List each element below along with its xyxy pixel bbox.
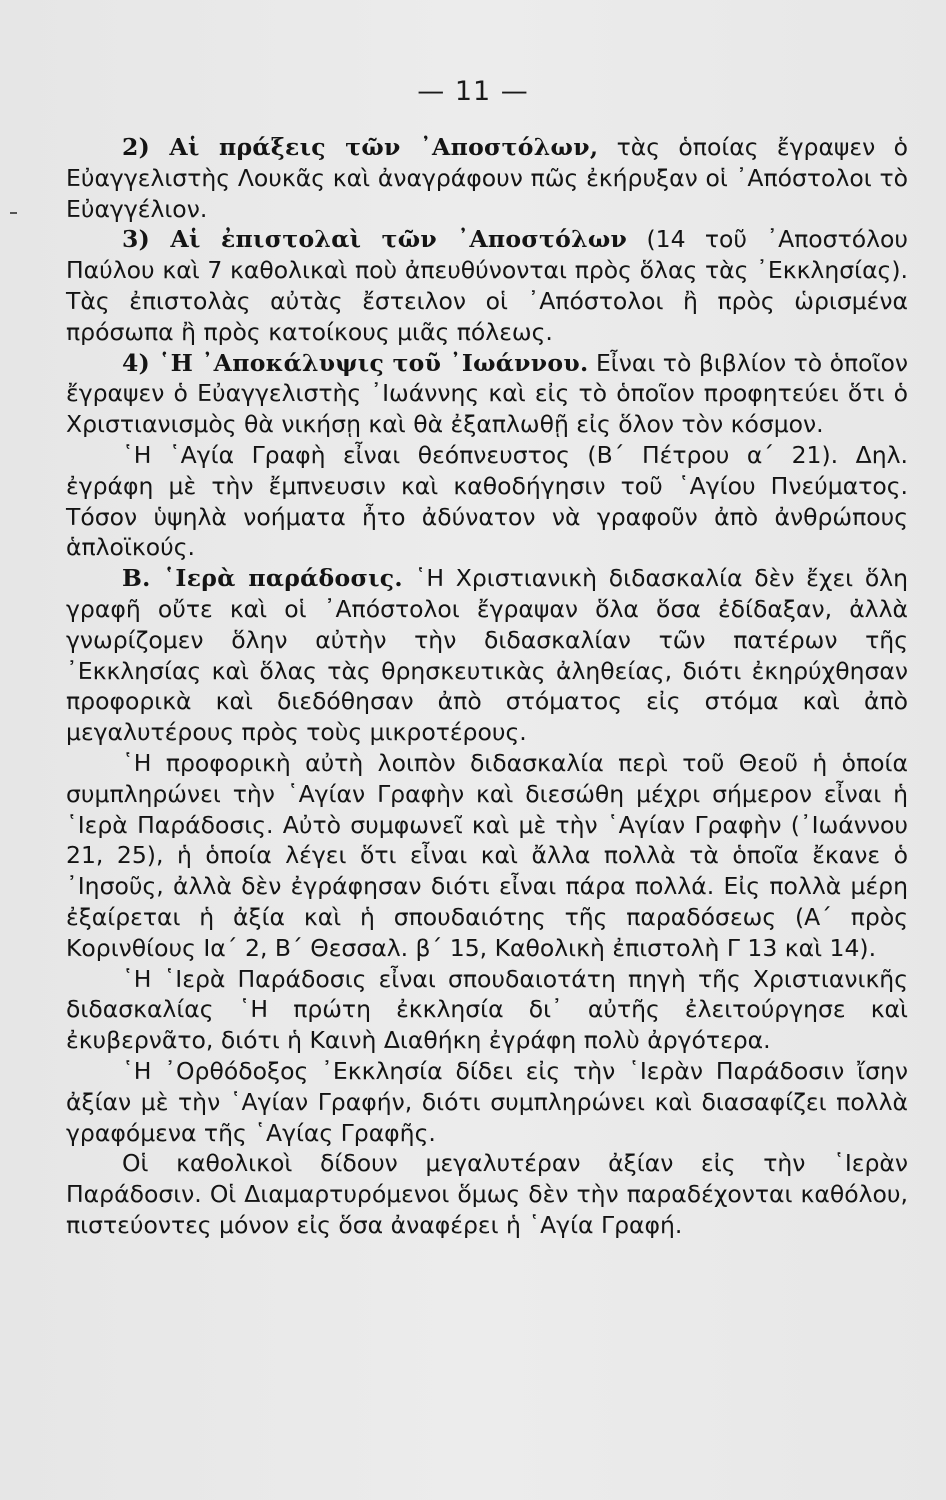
paragraph-body: ῾Η Χριστιανικὴ διδασκαλία δὲν ἔχει ὅλη γραφῆ οὔτε καὶ οἱ ᾽Απόστολοι ἔγραψαν ὅλα ὅσα ἐδίδαξαν, ἀλλὰ γνωρίζομεν ὅλην αὐτὴν τὴν διδασκαλίαν τῶν πατέρων τῆς ᾽Εκκλησίας καὶ ὅλας τὰς θρησκευτικὰς ἀληθείας, διότι ἐκηρύχθησαν προφορικὰ καὶ διεδόθησαν ἀπὸ στόματος εἰς στόμα καὶ ἀπὸ μεγαλυτέρους πρὸς τοὺς μικροτέρους. (66, 564, 908, 747)
paragraph-body: (14 τοῦ ᾽Αποστόλου Παύλου καὶ 7 καθολικαὶ ποὺ ἀπευθύνονται πρὸς ὅλας τὰς ᾽Εκκλησίας). Τὰς ἐπιστολὰς αὐτὰς ἔστειλον οἱ ᾽Απόστολοι ἢ πρὸς ὡρισμένα πρόσωπα ἢ πρὸς κατοίκους μιᾶς πόλεως. (66, 225, 908, 346)
paragraph-inspired (66, 440, 908, 563)
paragraph-body: Εἶναι τὸ βιβλίον τὸ ὁποῖον ἔγραψεν ὁ Εὐαγγελιστὴς ᾽Ιωάννης καὶ εἰς τὸ ὁποῖον προφητεύει ὅτι ὁ Χριστιανισμὸς θὰ νικήσῃ καὶ θὰ ἐξαπλωθῇ εἰς ὅλον τὸν κόσμον. (66, 348, 908, 439)
paragraph-epistles (66, 224, 908, 347)
paragraph-holy-tradition (66, 563, 908, 748)
paragraph-heading: 3) Αἱ ἐπιστολαὶ τῶν ᾽Αποστόλων (122, 225, 628, 254)
margin-mark (10, 212, 17, 214)
paragraph-orthodox (66, 1056, 908, 1148)
paragraph-source (66, 964, 908, 1056)
paragraph-body: ῾Η προφορικὴ αὐτὴ λοιπὸν διδασκαλία περὶ τοῦ Θεοῦ ἡ ὁποία συμπληρώνει τὴν ῾Αγίαν Γραφὴν καὶ διεσώθη μέχρι σήμερον εἶναι ἡ ῾Ιερὰ Παράδοσις. Αὐτὸ συμφωνεῖ καὶ μὲ τὴν ῾Αγίαν Γραφὴν (᾽Ιωάννου 21, 25), ἡ ὁποία λέγει ὅτι εἶναι καὶ ἄλλα πολλὰ τὰ ὁποῖα ἔκανε ὁ ᾽Ιησοῦς, ἀλλὰ δὲν ἐγράφησαν διότι εἶναι πάρα πολλά. Εἰς πολλὰ μέρη ἐξαίρεται ἡ ἀξία καὶ ἡ σπουδαιότης τῆς παραδόσεως (Α΄ πρὸς Κορινθίους Ια΄ 2, Β΄ Θεσσαλ. β΄ 15, Καθολικὴ ἐπιστολὴ Γ 13 καὶ 14). (66, 748, 908, 962)
paragraph-body: ῾Η ῾Αγία Γραφὴ εἶναι θεόπνευστος (Β΄ Πέτρου α΄ 21). Δηλ. ἐγράφη μὲ τὴν ἔμπνευσιν καὶ καθοδήγησιν τοῦ ῾Αγίου Πνεύματος. Τόσον ὑψηλὰ νοήματα ἦτο ἀδύνατον νὰ γραφοῦν ἀπὸ ἀνθρώπους ἁπλοϊκούς. (66, 440, 908, 562)
page-number: — 11 — (417, 76, 529, 107)
paragraph-body: Οἱ καθολικοὶ δίδουν μεγαλυτέραν ἀξίαν εἰς τὴν ῾Ιερὰν Παράδοσιν. Οἱ Διαμαρτυρόμενοι ὅμως δὲν τὴν παραδέχονται καθόλου, πιστεύοντες μόνον εἰς ὅσα ἀναφέρει ἡ ῾Αγία Γραφή. (66, 1149, 908, 1239)
paragraph-body: ῾Η ᾽Ορθόδοξος ᾽Εκκλησία δίδει εἰς τὴν ῾Ιερὰν Παράδοσιν ἴσην ἀξίαν μὲ τὴν ῾Αγίαν Γραφήν, διότι συμπληρώνει καὶ διασαφίζει πολλὰ γραφόμενα τῆς ῾Αγίας Γραφῆς. (66, 1056, 908, 1147)
paragraph-heading: 4) ῾Η ᾽Αποκάλυψις τοῦ ᾽Ιωάννου. (122, 348, 589, 377)
body-text (66, 132, 908, 1241)
paragraph-heading: Β. ῾Ιερὰ παράδοσις. (122, 564, 403, 593)
paragraph-catholics (66, 1148, 908, 1240)
paragraph-body: ῾Η ῾Ιερὰ Παράδοσις εἶναι σπουδαιοτάτη πηγὴ τῆς Χριστιανικῆς διδασκαλίας ῾Η πρώτη ἐκκλησία δι᾽ αὐτῆς ἐλειτούργησε καὶ ἐκυβερνᾶτο, διότι ἡ Καινὴ Διαθήκη ἐγράφη πολὺ ἀργότερα. (66, 964, 908, 1055)
paragraph-oral-teaching (66, 748, 908, 964)
paragraph-acts (66, 132, 908, 224)
paragraph-revelation (66, 348, 908, 440)
paragraph-heading: 2) Αἱ πράξεις τῶν ᾽Αποστόλων, (122, 133, 599, 161)
paragraph-body: τὰς ὁποίας ἔγραψεν ὁ Εὐαγγελιστὴς Λουκᾶς καὶ ἀναγράφουν πῶς ἐκήρυξαν οἱ ᾽Απόστολοι τὸ Εὐαγγέλιον. (66, 133, 908, 223)
